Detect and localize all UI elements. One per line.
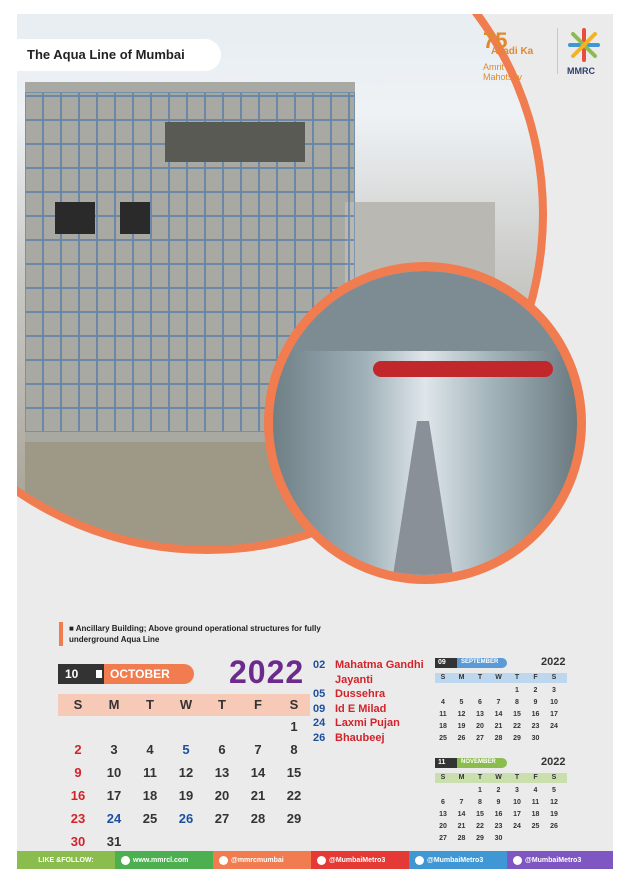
mini-calendar-day: 18 bbox=[439, 723, 447, 730]
youtube-icon bbox=[513, 856, 522, 865]
calendar-day: 10 bbox=[106, 765, 122, 780]
mini-weekday-label: S bbox=[440, 774, 446, 781]
holiday-name: Bhaubeej bbox=[335, 731, 385, 744]
calendar-day: 30 bbox=[70, 834, 86, 849]
mini-calendar-day: 11 bbox=[439, 711, 447, 718]
mini-calendar-day: 26 bbox=[550, 823, 558, 830]
mini-weekday-label: W bbox=[495, 774, 502, 781]
footer-label: @MumbaiMetro3 bbox=[525, 856, 582, 864]
holiday-date: 02 bbox=[313, 659, 326, 671]
holiday-date: 24 bbox=[313, 717, 326, 729]
photo-caption: ■ Ancillary Building; Above ground operational structures for fully underground Aqua Line bbox=[69, 624, 321, 644]
calendar-day: 15 bbox=[286, 765, 302, 780]
mini-calendar-day: 19 bbox=[457, 723, 466, 730]
holiday-name: Laxmi Pujan bbox=[335, 717, 400, 729]
mini-calendar-day: 10 bbox=[550, 699, 558, 706]
mini-calendar-day: 21 bbox=[494, 723, 503, 730]
holiday-item bbox=[313, 687, 385, 701]
mini-month-name: NOVEMBER bbox=[461, 759, 496, 765]
facebook-icon bbox=[219, 856, 228, 865]
caption-text: Ancillary Building; Above ground operational structures for fully underground Aqua Line bbox=[69, 624, 321, 644]
mini-calendar-day: 27 bbox=[439, 835, 447, 842]
month-name: OCTOBER bbox=[110, 667, 170, 681]
mini-month-number: 09 bbox=[435, 658, 457, 668]
holiday-date: 05 bbox=[313, 688, 326, 700]
mini-calendar-day: 7 bbox=[496, 699, 501, 706]
mini-calendar-day: 24 bbox=[513, 823, 521, 830]
weekday-label: W bbox=[179, 697, 193, 712]
mini-calendar-day: 13 bbox=[476, 711, 484, 718]
weekday-label: S bbox=[289, 697, 299, 712]
mini-calendar-day: 30 bbox=[494, 835, 503, 842]
mini-weekday-label: T bbox=[514, 774, 520, 781]
twitter-icon bbox=[317, 856, 326, 865]
mini-calendar-day: 9 bbox=[496, 799, 501, 806]
mini-calendar-day: 7 bbox=[459, 799, 464, 806]
mini-weekday-label: S bbox=[551, 674, 557, 681]
footer-label: LIKE &FOLLOW: bbox=[38, 856, 94, 864]
mini-calendar-day: 25 bbox=[531, 823, 540, 830]
footer-social-link[interactable] bbox=[213, 851, 311, 869]
calendar-day: 21 bbox=[250, 788, 266, 803]
azadi-logo-line2: Amrit Mahotsav bbox=[483, 62, 523, 82]
mini-calendar-day: 4 bbox=[441, 699, 445, 706]
mini-calendar-day: 16 bbox=[494, 811, 503, 818]
mini-calendar-day: 10 bbox=[513, 799, 521, 806]
mini-calendar-day: 17 bbox=[513, 811, 521, 818]
mini-month-number: 11 bbox=[435, 758, 457, 768]
instagram-icon bbox=[415, 856, 424, 865]
mini-calendar-day: 11 bbox=[531, 799, 540, 806]
mini-calendar-day: 14 bbox=[457, 811, 466, 818]
mini-calendar-day: 18 bbox=[531, 811, 540, 818]
mini-calendar-day: 13 bbox=[439, 811, 447, 818]
footer-label: @mmrcmumbai bbox=[231, 856, 284, 864]
calendar-day: 14 bbox=[250, 765, 266, 780]
calendar-day: 18 bbox=[142, 788, 158, 803]
holiday-item bbox=[313, 716, 400, 730]
calendar-day: 7 bbox=[254, 742, 262, 757]
mini-calendar-day: 23 bbox=[531, 723, 540, 730]
calendar-day: 31 bbox=[106, 834, 122, 849]
footer-social-link[interactable] bbox=[311, 851, 409, 869]
mmrc-logo bbox=[564, 26, 608, 80]
mini-month-tab bbox=[435, 658, 507, 668]
mini-weekday-label: F bbox=[533, 674, 538, 681]
tunnel-corridor-photo bbox=[273, 271, 577, 575]
calendar-day: 12 bbox=[178, 765, 194, 780]
holiday-item bbox=[313, 702, 386, 716]
azadi-logo-line1: Azadi Ka bbox=[491, 46, 534, 57]
mini-calendar-day: 3 bbox=[515, 787, 519, 794]
footer-social-link[interactable] bbox=[409, 851, 507, 869]
mini-year: 2022 bbox=[541, 756, 566, 768]
calendar-day: 17 bbox=[106, 788, 122, 803]
mini-calendar-day: 1 bbox=[515, 687, 519, 694]
month-number: 10 bbox=[58, 664, 104, 684]
mini-year: 2022 bbox=[541, 656, 566, 668]
mini-weekday-label: S bbox=[551, 774, 557, 781]
footer-label: @MumbaiMetro3 bbox=[427, 856, 484, 864]
weekday-label: S bbox=[73, 697, 83, 712]
mini-weekday-label: S bbox=[440, 674, 446, 681]
mmrc-logo-text: MMRC bbox=[567, 66, 595, 76]
calendar-day: 19 bbox=[178, 788, 194, 803]
calendar-day: 11 bbox=[143, 765, 157, 780]
holiday-item bbox=[313, 731, 385, 745]
mini-month-tab bbox=[435, 758, 507, 768]
calendar-day: 1 bbox=[290, 719, 298, 734]
holiday-item bbox=[313, 658, 424, 672]
holiday-name: Id E Milad bbox=[335, 702, 387, 715]
logo-divider bbox=[557, 28, 558, 74]
mini-calendar-day: 2 bbox=[496, 787, 501, 794]
calendar-day: 13 bbox=[214, 765, 230, 780]
mini-calendar-day: 21 bbox=[457, 823, 466, 830]
mini-month-name: SEPTEMBER bbox=[461, 659, 499, 665]
calendar-day: 23 bbox=[70, 811, 86, 826]
mini-calendar-day: 6 bbox=[441, 799, 445, 806]
calendar-day: 28 bbox=[250, 811, 266, 826]
mini-calendar-day: 5 bbox=[552, 787, 556, 794]
mini-calendar-day: 9 bbox=[533, 699, 538, 706]
mini-calendar-day: 28 bbox=[457, 835, 466, 842]
mini-calendar-day: 2 bbox=[533, 687, 538, 694]
mini-weekday-label: T bbox=[514, 674, 520, 681]
holiday-name: Dussehra bbox=[335, 688, 386, 700]
mini-calendar-day: 19 bbox=[550, 811, 558, 818]
calendar-day: 20 bbox=[214, 788, 230, 803]
mini-weekday-label: F bbox=[533, 774, 538, 781]
calendar-day: 22 bbox=[286, 788, 302, 803]
mmrc-star-icon bbox=[564, 26, 604, 64]
mini-calendar-day: 22 bbox=[476, 823, 484, 830]
weekday-label: T bbox=[218, 697, 226, 712]
footer-follow-label bbox=[17, 851, 115, 869]
mini-calendar-day: 17 bbox=[550, 711, 558, 718]
footer-social-link[interactable] bbox=[115, 851, 213, 869]
mini-calendar-day: 5 bbox=[459, 699, 464, 706]
mini-calendar-day: 12 bbox=[550, 799, 558, 806]
mini-calendar-day: 20 bbox=[439, 823, 447, 830]
mini-calendar-day: 8 bbox=[478, 799, 482, 806]
mini-calendar-day: 26 bbox=[457, 735, 466, 742]
mini-weekday-label: M bbox=[458, 674, 465, 681]
mini-calendar-day: 23 bbox=[494, 823, 503, 830]
mini-calendar-day: 27 bbox=[476, 735, 484, 742]
mini-calendar-day: 8 bbox=[515, 699, 519, 706]
calendar-day: 3 bbox=[110, 742, 118, 757]
mini-weekday-label: T bbox=[477, 674, 483, 681]
azadi-ka-amrit-mahotsav-logo bbox=[483, 28, 545, 82]
mini-weekday-label: T bbox=[477, 774, 483, 781]
mini-calendar-day: 28 bbox=[494, 735, 503, 742]
footer-label: www.mmrcl.com bbox=[133, 856, 189, 864]
mini-calendar-day: 29 bbox=[476, 835, 484, 842]
mini-calendar-day: 12 bbox=[457, 711, 466, 718]
calendar-day: 29 bbox=[286, 811, 302, 826]
globe-icon bbox=[121, 856, 130, 865]
mini-calendar-day: 22 bbox=[513, 723, 521, 730]
mini-calendar-day: 30 bbox=[531, 735, 540, 742]
mini-calendar-day: 3 bbox=[552, 687, 556, 694]
mini-weekday-label: M bbox=[458, 774, 465, 781]
holiday-date: 09 bbox=[313, 702, 326, 715]
mini-calendar-day: 1 bbox=[478, 787, 482, 794]
footer-social-link[interactable] bbox=[507, 851, 613, 869]
calendar-day: 24 bbox=[106, 811, 122, 826]
mini-calendar-day: 6 bbox=[478, 699, 482, 706]
social-footer bbox=[17, 851, 613, 869]
mini-calendar-day: 15 bbox=[513, 711, 521, 718]
calendar-day: 2 bbox=[74, 742, 82, 757]
holiday-date: 26 bbox=[313, 731, 326, 744]
mini-calendar-day: 14 bbox=[494, 711, 503, 718]
mini-calendar-day: 20 bbox=[476, 723, 484, 730]
calendar-day: 9 bbox=[74, 765, 82, 780]
caption-accent-bar bbox=[59, 622, 63, 646]
calendar-day: 27 bbox=[214, 811, 230, 826]
calendar-day: 6 bbox=[218, 742, 226, 757]
month-tab bbox=[58, 664, 194, 684]
holiday-name: Mahatma Gandhi bbox=[335, 659, 424, 671]
weekday-label: M bbox=[108, 697, 120, 712]
mini-calendar-day: 4 bbox=[533, 787, 538, 794]
mini-calendar-day: 24 bbox=[550, 723, 558, 730]
calendar-day: 4 bbox=[146, 742, 154, 757]
weekday-label: F bbox=[254, 697, 262, 712]
holiday-item bbox=[313, 673, 373, 687]
page-title: The Aqua Line of Mumbai bbox=[27, 47, 185, 62]
mini-calendar-day: 15 bbox=[476, 811, 484, 818]
calendar-day: 16 bbox=[70, 788, 86, 803]
footer-label: @MumbaiMetro3 bbox=[329, 856, 386, 864]
azadi-logo-number: 75 bbox=[483, 28, 508, 53]
title-pill bbox=[17, 39, 221, 71]
calendar-page bbox=[17, 14, 613, 852]
weekday-label: T bbox=[146, 697, 154, 712]
calendar-day: 8 bbox=[290, 742, 298, 757]
holiday-name: Jayanti bbox=[335, 673, 373, 686]
mini-calendar-day: 16 bbox=[531, 711, 540, 718]
mini-calendar-day: 29 bbox=[513, 735, 521, 742]
calendar-day: 5 bbox=[182, 742, 190, 757]
year-heading: 2022 bbox=[229, 654, 305, 690]
calendar-day: 26 bbox=[178, 811, 194, 826]
calendar-day: 25 bbox=[142, 811, 158, 826]
mini-calendar-day: 25 bbox=[439, 735, 447, 742]
mini-weekday-label: W bbox=[495, 674, 502, 681]
